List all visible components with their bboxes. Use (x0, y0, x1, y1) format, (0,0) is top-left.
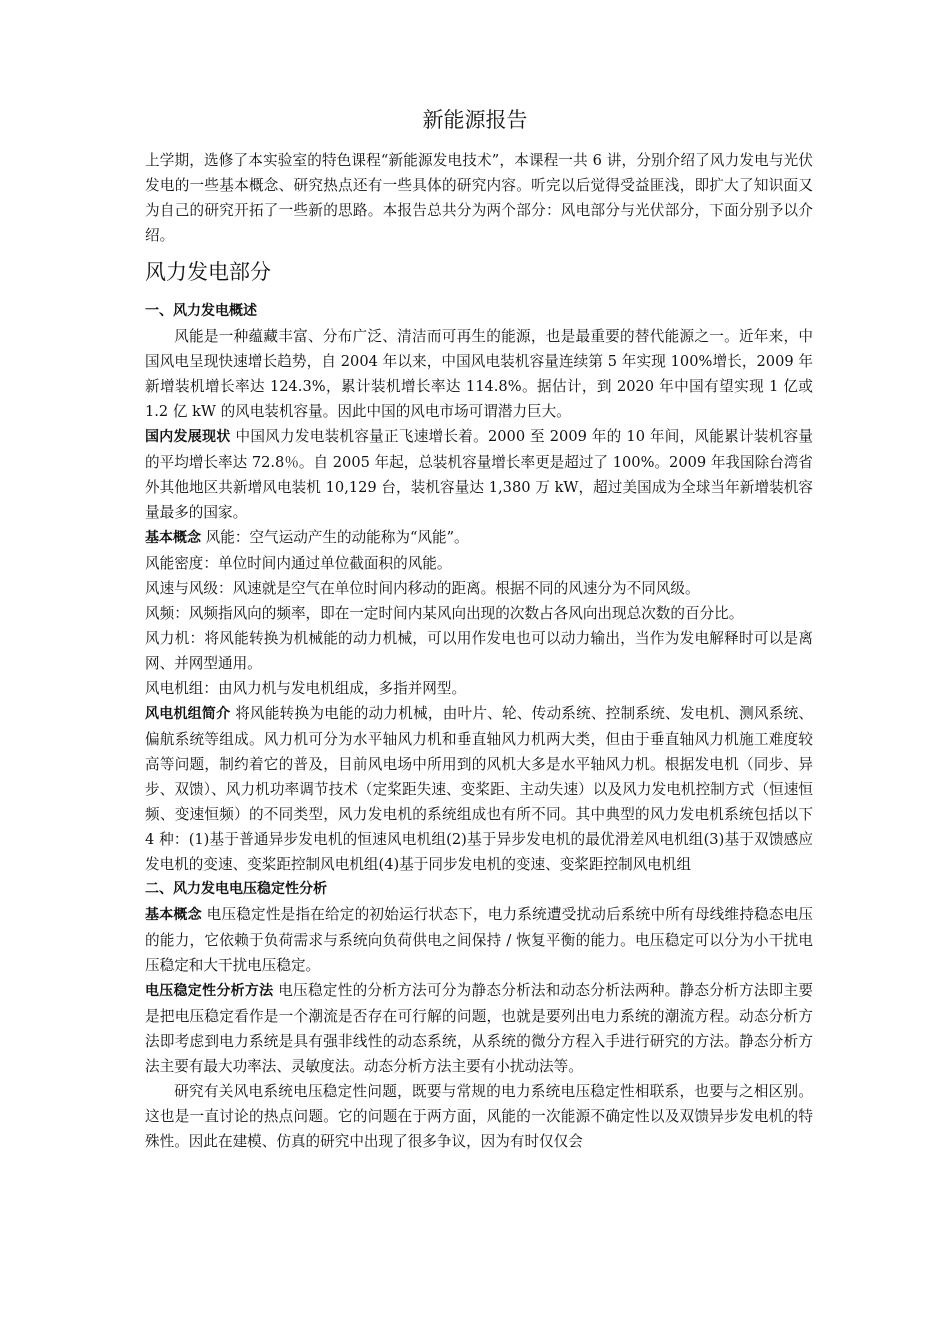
domestic-status-text: 中国风力发电装机容量正飞速增长着。2000 至 2009 年的 10 年间，风能累计装机容量的平均增长率达 72.8％。自 2005 年起，总装机容量增长率更是超过了 100%。2009 年我国除台湾省外其他地区共新增风电装机 10,129 台，装机容量达 1,380 万 kW，超过美国成为全球当年新增装机容量最多的国家。 (145, 428, 814, 521)
term-domestic-status: 国内发展现状 (145, 429, 231, 445)
document-body (145, 148, 813, 1154)
paragraph-basic-concepts (145, 525, 813, 551)
term-basic-concepts: 基本概念 (145, 530, 201, 546)
document-title: 新能源报告 (422, 108, 528, 132)
definition-wind-speed: 风速与风级：风速就是空气在单位时间内移动的距离。根据不同的风速分为不同风级。 (145, 580, 700, 597)
term-unit-intro: 风电机组简介 (145, 706, 231, 722)
paragraph-wind-energy: 风能是一种蕴藏丰富、分布广泛、清洁而可再生的能源，也是最重要的替代能源之一。近年来，中国风电呈现快速增长趋势，自 2004 年以来，中国风电装机容量连续第 5 年实现 100%增长，2009 年新增装机增长率达 124.3%，累计装机增长率达 114.8%。据估计，到 2020 年中国有望实现 1 亿或 1.2 亿 kW 的风电装机容量。因此中国的风电市场可谓潜力巨大。 (145, 328, 813, 420)
paragraph-research: 研究有关风电系统电压稳定性问题，既要与常规的电力系统电压稳定性相联系，也要与之相区别。这也是一直讨论的热点问题。它的问题在于两方面，风能的一次能源不确定性以及双馈异步发电机的特殊性。因此在建模、仿真的研究中出现了很多争议，因为有时仅仅会 (145, 1083, 813, 1150)
subheading-overview: 一、风力发电概述 (145, 303, 257, 319)
paragraph-unit-intro (145, 701, 813, 877)
definition-wind-density: 风能密度：单位时间内通过单位截面积的风能。 (145, 555, 452, 572)
paragraph-domestic-status (145, 424, 813, 525)
definition-wind-unit: 风电机组：由风力机与发电机组成，多指并网型。 (145, 680, 467, 697)
definition-wind-frequency: 风频：风频指风向的频率，即在一定时间内某风向出现的次数占各风向出现总次数的百分比。 (145, 605, 744, 622)
analysis-methods-text: 电压稳定性的分析方法可分为静态分析法和动态分析法两种。静态分析方法即主要是把电压稳定看作是一个潮流是否存在可行解的问题，也就是要列出电力系统的潮流方程。动态分析方法即考虑到电力系统是具有强非线性的动态系统，从系统的微分方程入手进行研究的方法。静态分析方法主要有最大功率法、灵敏度法。动态分析方法主要有小扰动法等。 (145, 982, 813, 1075)
paragraph-basic-concepts-2 (145, 902, 813, 978)
term-basic-concepts-2: 基本概念 (145, 907, 202, 923)
paragraph-analysis-methods (145, 978, 813, 1079)
basic-concepts-text: 风能：空气运动产生的动能称为“风能”。 (201, 529, 469, 546)
term-analysis-methods: 电压稳定性分析方法 (145, 983, 274, 999)
basic-concepts-2-text: 电压稳定性是指在给定的初始运行状态下，电力系统遭受扰动后系统中所有母线维持稳态电压的能力，它依赖于负荷需求与系统向负荷供电之间保持 / 恢复平衡的能力。电压稳定可以分为小干扰电压稳定和大干扰电压稳定。 (145, 906, 813, 974)
intro-paragraph: 上学期，选修了本实验室的特色课程“新能源发电技术”，本课程一共 6 讲，分别介绍了风力发电与光伏发电的一些基本概念、研究热点还有一些具体的研究内容。听完以后觉得受益匪浅，即扩大了知识面又为自己的研究开拓了一些新的思路。本报告总共分为两个部分：风电部分与光伏部分，下面分别予以介绍。 (145, 152, 813, 244)
unit-intro-text: 将风能转换为电能的动力机械，由叶片、轮、传动系统、控制系统、发电机、测风系统、偏航系统等组成。风力机可分为水平轴风力机和垂直轴风力机两大类，但由于垂直轴风力机施工难度较高等问题，制约着它的普及，目前风电场中所用到的风机大多是水平轴风力机。根据发电机（同步、异步、双馈）、风力机功率调节技术（定桨距失速、变桨距、主动失速）以及风力发电机控制方式（恒速恒频、变速恒频）的不同类型，风力发电机的系统组成也有所不同。其中典型的风力发电机系统包括以下 4 种：(1)基于普通异步发电机的恒速风电机组(2)基于异步发电机的最优滑差风电机组(3)基于双馈感应发电机的变速、变桨距控制风电机组(4)基于同步发电机的变速、变桨距控制风电机组 (145, 705, 813, 873)
section-heading-wind: 风力发电部分 (145, 260, 271, 284)
subheading-voltage-stability: 二、风力发电电压稳定性分析 (145, 881, 327, 897)
definition-wind-turbine: 风力机：将风能转换为机械能的动力机械，可以用作发电也可以动力输出，当作为发电解释时可以是离网、并网型通用。 (145, 630, 813, 672)
